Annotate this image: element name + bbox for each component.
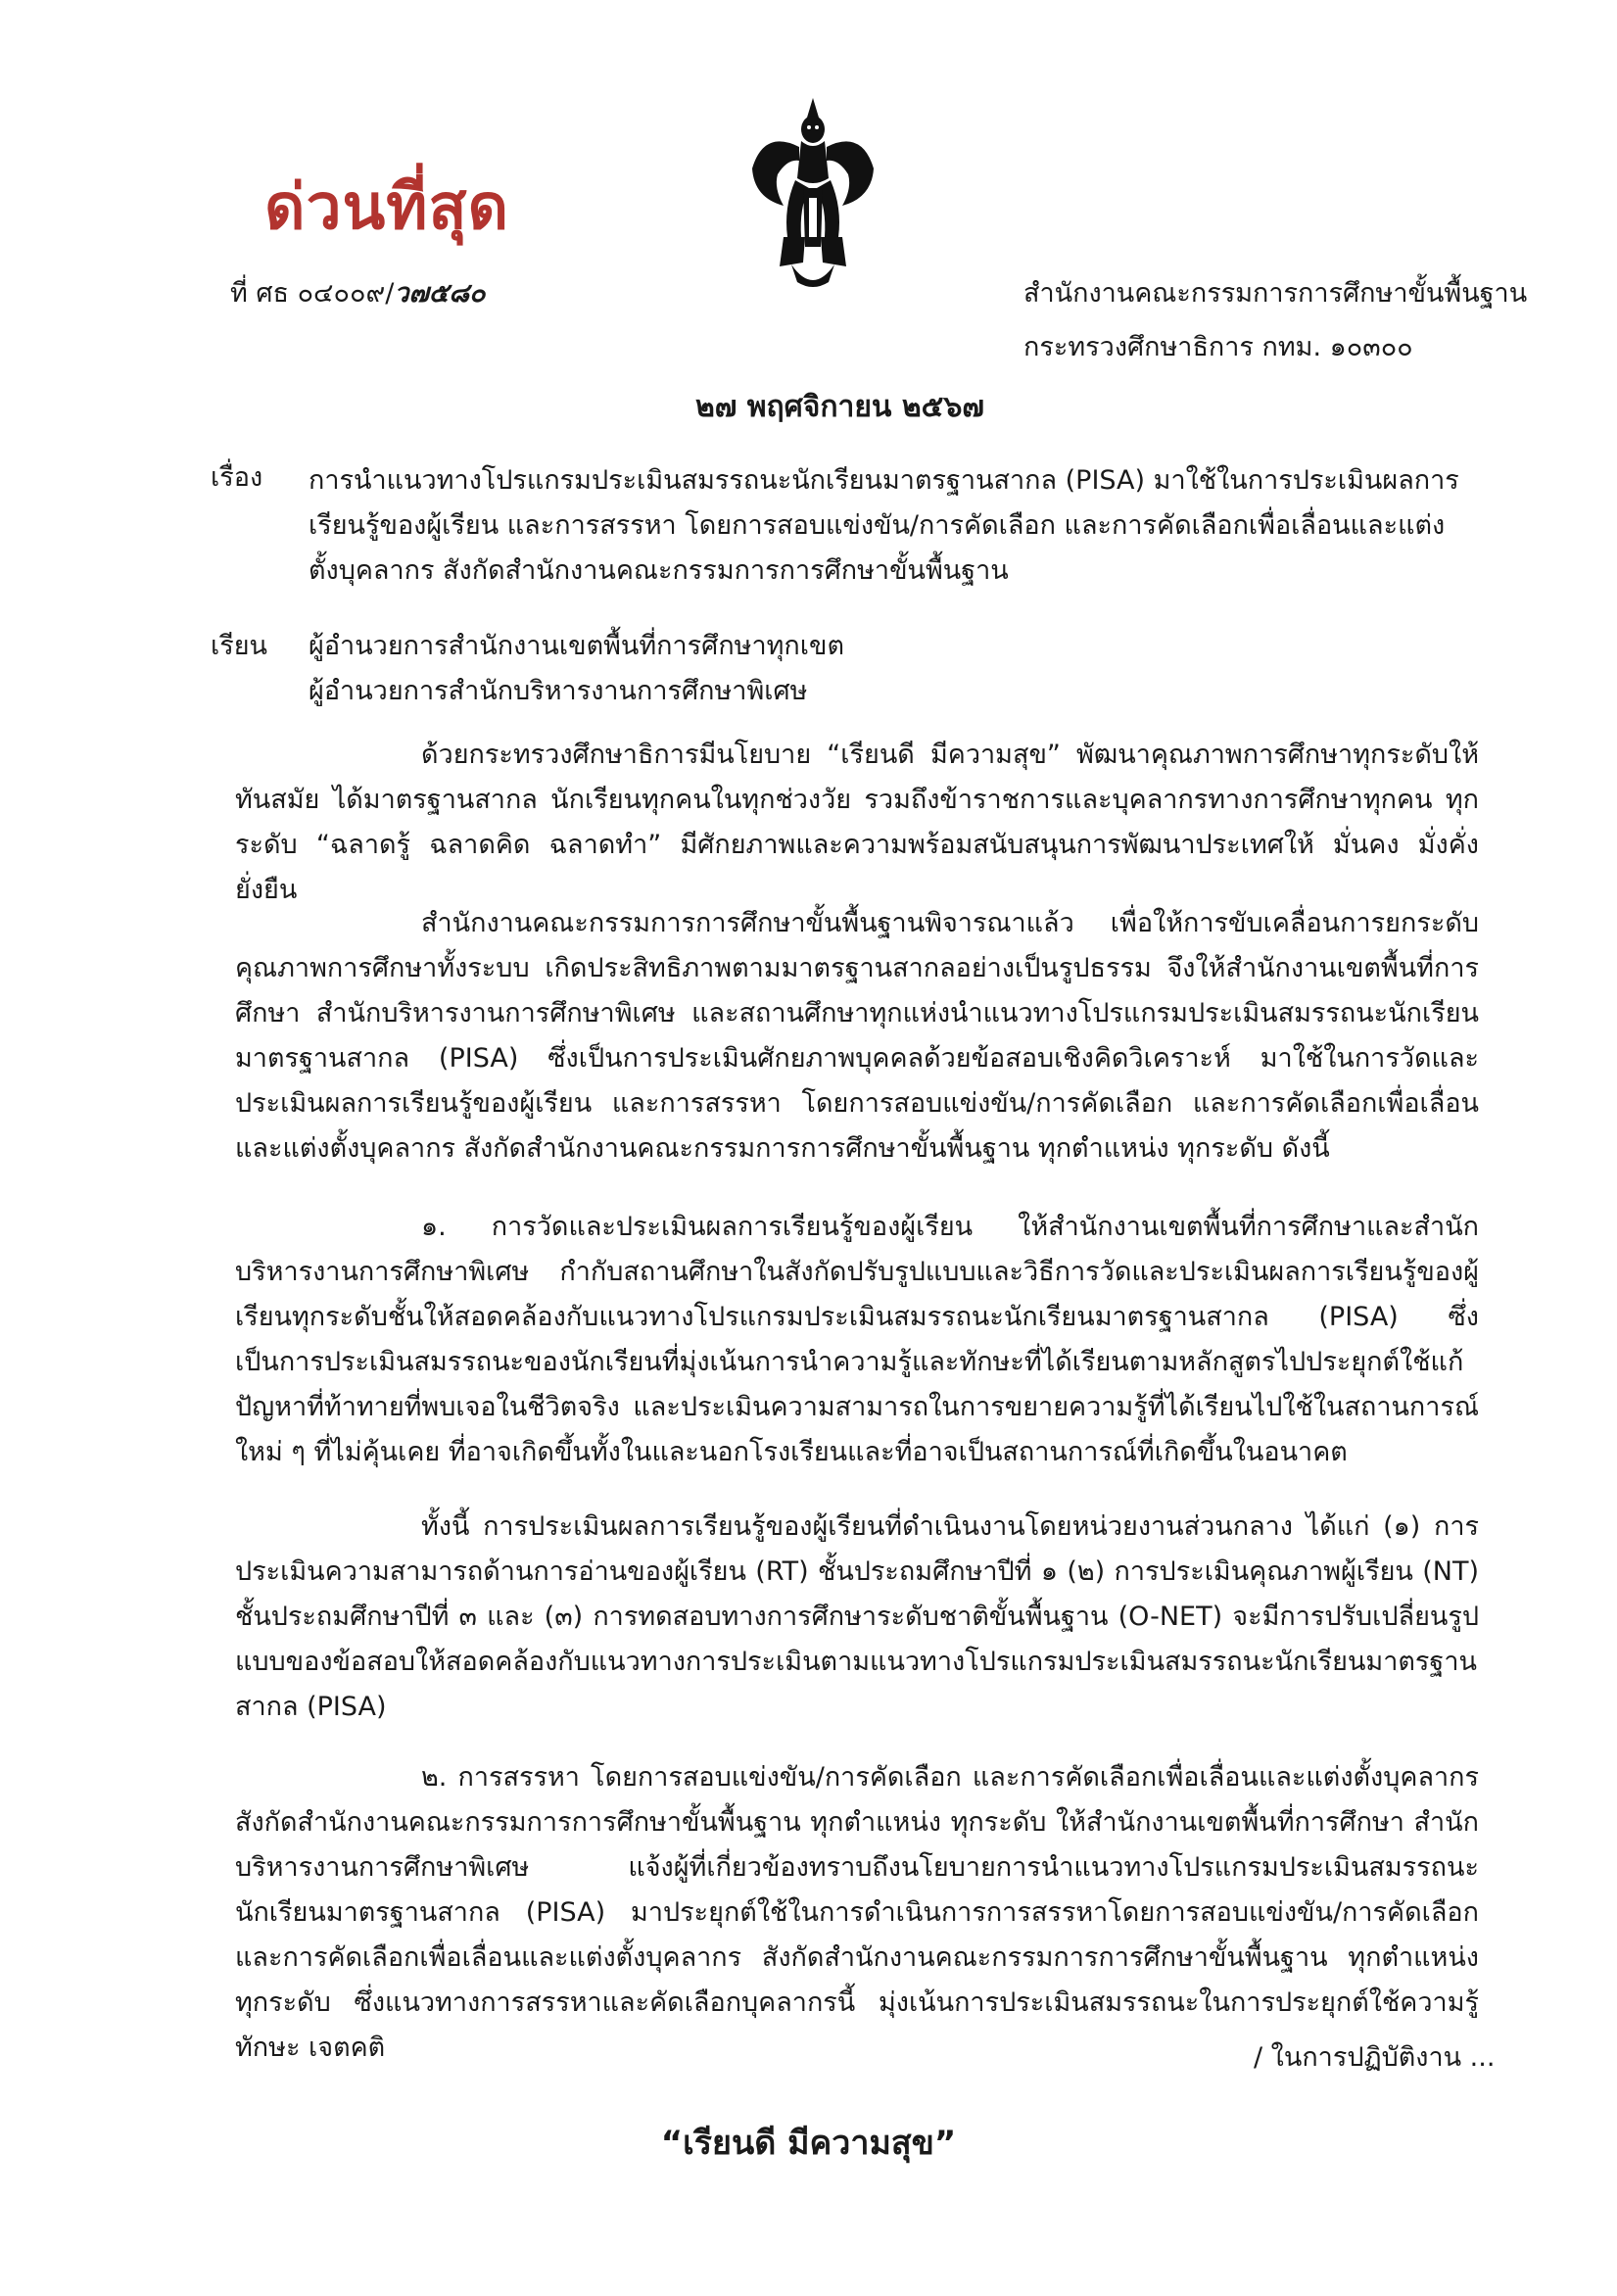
recipient-line-1: ผู้อำนวยการสำนักงานเขตพื้นที่การศึกษาทุกเขต <box>309 631 844 661</box>
organization-address: กระทรวงศึกษาธิการ กทม. ๑๐๓๐๐ <box>1023 332 1413 362</box>
recipient-label: เรียน <box>211 631 268 661</box>
body-paragraph-2: สำนักงานคณะกรรมการการศึกษาขั้นพื้นฐานพิจารณาแล้ว เพื่อให้การขับเคลื่อนการยกระดับคุณภาพการศึกษาทั้งระบบ เกิดประสิทธิภาพตามมาตรฐานสากลอย่างเป็นรูปธรรม จึงให้สำนักงานเขตพื้นที่การศึกษา สำนักบริหารงานการศึกษาพิเศษ และสถานศึกษาทุกแห่งนำแนวทางโปรแกรมประเมินสมรรถนะนักเรียนมาตรฐานสากล (PISA) ซึ่งเป็นการประเมินศักยภาพบุคคลด้วยข้อสอบเชิงคิดวิเคราะห์ มาใช้ในการวัดและประเมินผลการเรียนรู้ของผู้เรียน และการสรรหา โดยการสอบแข่งขัน/การคัดเลือก และการคัดเลือกเพื่อเลื่อนและแต่งตั้งบุคลากร สังกัดสำนักงานคณะกรรมการการศึกษาขั้นพื้นฐาน ทุกตำแหน่ง ทุกระดับ ดังนี้ <box>235 908 1479 1164</box>
organization-name: สำนักงานคณะกรรมการการศึกษาขั้นพื้นฐาน <box>1023 278 1528 309</box>
document-number-handwritten: ว๗๕๘๐ <box>394 278 486 309</box>
subject-label: เรื่อง <box>211 462 263 493</box>
body-paragraph-4: ทั้งนี้ การประเมินผลการเรียนรู้ของผู้เรียนที่ดำเนินงานโดยหน่วยงานส่วนกลาง ได้แก่ (๑) การประเมินความสามารถด้านการอ่านของผู้เรียน (RT) ชั้นประถมศึกษาปีที่ ๑ (๒) การประเมินคุณภาพผู้เรียน (NT) ชั้นประถมศึกษาปีที่ ๓ และ (๓) การทดสอบทางการศึกษาระดับชาติขั้นพื้นฐาน (O-NET) จะมีการปรับเปลี่ยนรูปแบบของข้อสอบให้สอดคล้องกับแนวทางการประเมินตามแนวทางโปรแกรมประเมินสมรรถนะนักเรียนมาตรฐานสากล (PISA) <box>235 1511 1479 1722</box>
urgent-stamp: ด่วนที่สุด <box>264 171 510 244</box>
recipient-line-2: ผู้อำนวยการสำนักบริหารงานการศึกษาพิเศษ <box>309 676 808 706</box>
document-number <box>230 274 486 313</box>
footer-motto: “เรียนดี มีความสุข” <box>660 2124 957 2163</box>
subject-text: การนำแนวทางโปรแกรมประเมินสมรรถนะนักเรียนมาตรฐานสากล (PISA) มาใช้ในการประเมินผลการเรียนรู้ของผู้เรียน และการสรรหา โดยการสอบแข่งขัน/การคัดเลือก และการคัดเลือกเพื่อเลื่อนและแต่งตั้งบุคลากร สังกัดสำนักงานคณะกรรมการการศึกษาขั้นพื้นฐาน <box>309 465 1459 586</box>
document-date: ๒๗ พฤศจิกายน ๒๕๖๗ <box>695 390 984 424</box>
body-paragraph-1: ด้วยกระทรวงศึกษาธิการมีนโยบาย “เรียนดี มีความสุข” พัฒนาคุณภาพการศึกษาทุกระดับให้ทันสมัย ได้มาตรฐานสากล นักเรียนทุกคนในทุกช่วงวัย รวมถึงข้าราชการและบุคลากรทางการศึกษาทุกคน ทุกระดับ “ฉลาดรู้ ฉลาดคิด ฉลาดทำ” มีศักยภาพและความพร้อมสนับสนุนการพัฒนาประเทศให้ มั่นคง มั่งคั่ง ยั่งยืน <box>235 740 1479 905</box>
body-paragraph-3: ๑. การวัดและประเมินผลการเรียนรู้ของผู้เรียน ให้สำนักงานเขตพื้นที่การศึกษาและสำนักบริหารงานการศึกษาพิเศษ กำกับสถานศึกษาในสังกัดปรับรูปแบบและวิธีการวัดและประเมินผลการเรียนรู้ของผู้เรียนทุกระดับชั้นให้สอดคล้องกับแนวทางโปรแกรมประเมินสมรรถนะนักเรียนมาตรฐานสากล (PISA) ซึ่งเป็นการประเมินสมรรถนะของนักเรียนที่มุ่งเน้นการนำความรู้และทักษะที่ได้เรียนตามหลักสูตรไปประยุกต์ใช้แก้ปัญหาที่ท้าทายที่พบเจอในชีวิตจริง และประเมินความสามารถในการขยายความรู้ที่ได้เรียนไปใช้ในสถานการณ์ใหม่ ๆ ที่ไม่คุ้นเคย ที่อาจเกิดขึ้นทั้งในและนอกโรงเรียนและที่อาจเป็นสถานการณ์ที่เกิดขึ้นในอนาคต <box>235 1212 1479 1467</box>
document-number-prefix: ที่ ศธ ๐๔๐๐๙/ <box>230 278 395 309</box>
continued-marker: / ในการปฏิบัติงาน ... <box>1254 2042 1496 2073</box>
body-paragraph-5: ๒. การสรรหา โดยการสอบแข่งขัน/การคัดเลือก และการคัดเลือกเพื่อเลื่อนและแต่งตั้งบุคลากรสังกัดสำนักงานคณะกรรมการการศึกษาขั้นพื้นฐาน ทุกตำแหน่ง ทุกระดับ ให้สำนักงานเขตพื้นที่การศึกษา สำนักบริหารงานการศึกษาพิเศษ แจ้งผู้ที่เกี่ยวข้องทราบถึงนโยบายการนำแนวทางโปรแกรมประเมินสมรรถนะนักเรียนมาตรฐานสากล (PISA) มาประยุกต์ใช้ในการดำเนินการการสรรหาโดยการสอบแข่งขัน/การคัดเลือกและการคัดเลือกเพื่อเลื่อนและแต่งตั้งบุคลากร สังกัดสำนักงานคณะกรรมการการศึกษาขั้นพื้นฐาน ทุกตำแหน่ง ทุกระดับ ซึ่งแนวทางการสรรหาและคัดเลือกบุคลากรนี้ มุ่งเน้นการประเมินสมรรถนะในการประยุกต์ใช้ความรู้ ทักษะ เจตคติ <box>235 1762 1479 2063</box>
garuda-emblem-icon <box>744 90 881 296</box>
